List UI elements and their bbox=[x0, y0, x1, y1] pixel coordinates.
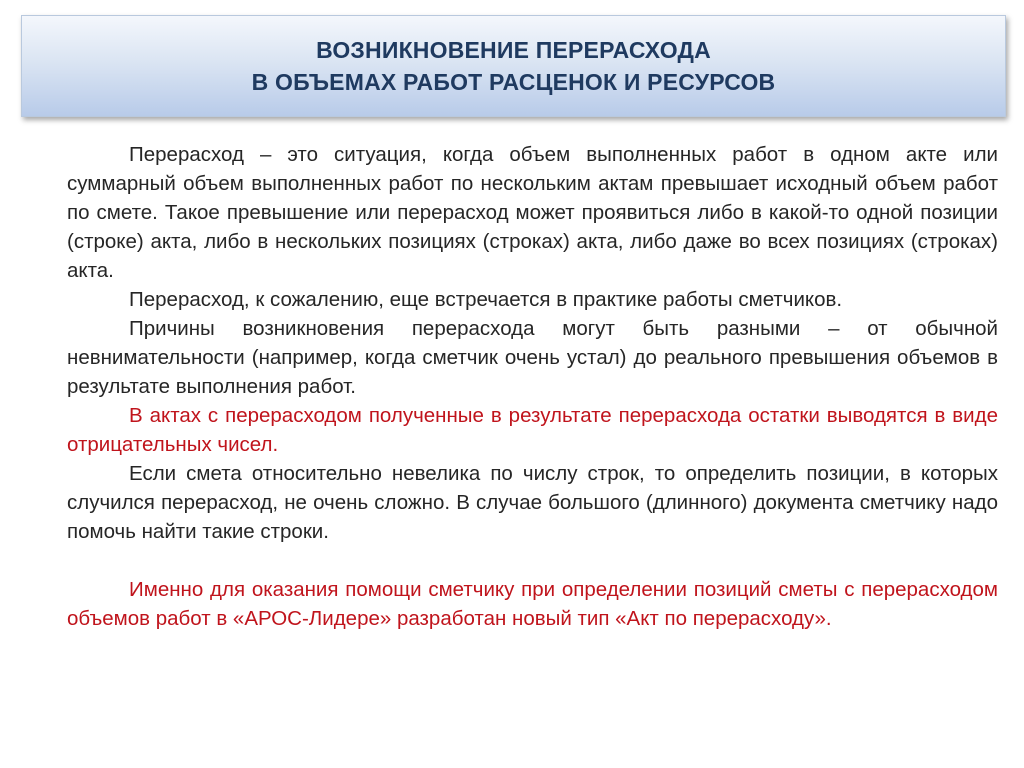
title-line-2: В ОБЪЕМАХ РАБОТ РАСЦЕНОК И РЕСУРСОВ bbox=[251, 69, 776, 95]
body-content bbox=[67, 140, 998, 633]
paragraph-negative-numbers: В актах с перерасходом полученные в результате перерасхода остатки выводятся в виде отрицательных чисел. bbox=[67, 404, 998, 456]
paragraph-finding-rows: Если смета относительно невелика по числу строк, то определить позиции, в которых случился перерасход, не очень сложно. В случае большого (длинного) документа сметчику надо помочь найти такие строки. bbox=[67, 462, 998, 543]
paragraph-causes: Причины возникновения перерасхода могут быть разными – от обычной невнимательности (например, когда сметчик очень устал) до реального превышения объемов в результате выполнения работ. bbox=[67, 317, 998, 398]
paragraph-definition: Перерасход – это ситуация, когда объем выполненных работ в одном акте или суммарный объем выполненных работ по нескольким актам превышает исходный объем работ по смете. Такое превышение или перерасход может проявиться либо в какой-то одной позиции (строке) акта, либо в нескольких позициях (строках) акта, либо даже во всех позициях (строках) акта. bbox=[67, 143, 998, 282]
title-line-1: ВОЗНИКНОВЕНИЕ ПЕРЕРАСХОДА bbox=[316, 37, 711, 63]
paragraph-occurrence: Перерасход, к сожалению, еще встречается в практике работы сметчиков. bbox=[129, 288, 843, 311]
paragraph-new-act-type: Именно для оказания помощи сметчику при определении позиций сметы с перерасходом объемов работ в «АРОС-Лидере» разработан новый тип «Акт по перерасходу». bbox=[67, 578, 998, 630]
title-banner bbox=[21, 15, 1006, 117]
